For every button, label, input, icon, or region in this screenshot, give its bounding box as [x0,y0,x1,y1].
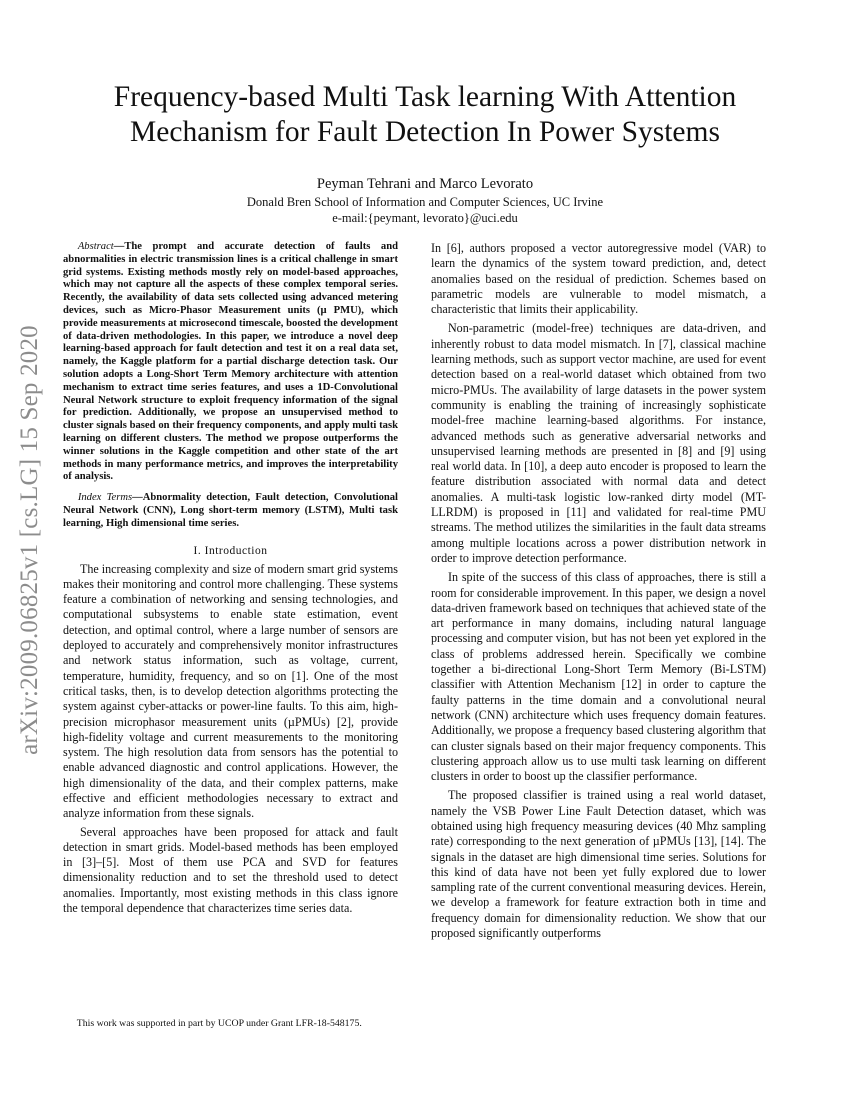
intro-paragraph: The increasing complexity and size of modern smart grid systems makes their monitoring and control more challenging. These systems feature a combination of networking and sensing technologies, and computational subsystems to enable state estimation, event detection, and optimal control, where a large number of sensors are deployed to accurately and comprehensively monitor infrastructures and network status information, such as voltage, current, temperature, humidity, frequency, and so on [1]. One of the most critical tasks, then, is to develop detection algorithms protecting the system against cyber-attacks or power-line faults. To this aim, high-precision microphasor measurement units (µPMUs) [2], provide high-fidelity voltage and current measurements to the monitoring system. The high resolution data from sensors has the potential to enable advanced diagnostic and control applications. However, the high dimensionality of the data, and their complex patterns, make effective and efficient methodologies necessary to extract and analyze information from these signals. [63,561,398,821]
title-line-2: Mechanism for Fault Detection In Power Systems [130,116,720,148]
body-paragraph: The proposed classifier is trained using a real world dataset, namely the VSB Power Line Fault Detection dataset, which was obtained using high frequency measuring devices (40 Mhz sampling rate) corresponding to the next generation of µPMUs [13], [14]. The signals in the dataset are high dimensional time series. Solutions for this kind of data have not been yet fully explored due to lower sampling rate of the current conventional measuring devices. Herein, we develop a framework for feature extraction both in time and frequency domain for dimensionality reduction. We show that our proposed significantly outperforms [431,788,766,941]
index-terms [63,492,398,530]
body-paragraph: In spite of the success of this class of approaches, there is still a room for considerable improvement. In this paper, we design a novel data-driven framework based on techniques that achieved state of the art performance in many domains, including natural language processing and computer vision, but has not been yet explored in the class of problems addressed herein. Specifically we combine together a bi-directional Long-Short Term Memory (Bi-LSTM) classifier with Attention Mechanism [12] in order to capture the faulty patterns in the time domain and a convolutional neural network (CNN) architecture which uses frequency domain features. Additionally, we propose a frequency based clustering algorithm that can cluster signals based on their major frequency components. This clustering approach allow us to use multi task learning on different clusters in order to boost up the classifier performance. [431,570,766,784]
paper-title [40,80,810,150]
index-terms-text: —Abnormality detection, Fault detection, Convolutional Neural Network (CNN), Long short-term memory (LSTM), Multi task learning, High dimensional time series. [63,492,398,529]
affiliation: Donald Bren School of Information and Computer Sciences, UC Irvine [246,195,604,209]
funding-footnote: This work was supported in part by UCOP under Grant LFR-18-548175. [76,1018,362,1029]
section-heading-introduction: I. Introduction [193,544,268,557]
right-column [431,241,766,945]
body-paragraph: In [6], authors proposed a vector autoregressive model (VAR) to learn the dynamics of the system toward prediction, and, detect anomalies based on the residual of prediction. Schemes based on parametric models are vulnerable to model mismatch, a characteristic that limits their applicability. [431,241,766,317]
email: e-mail:{peymant, levorato}@uci.edu [332,211,518,225]
abstract [63,241,398,484]
arxiv-identifier: arXiv:2009.06825v1 [cs.LG] 15 Sep 2020 [16,325,43,755]
body-paragraph: Non-parametric (model-free) techniques are data-driven, and inherently robust to data model mismatch. In [7], classical machine learning methods, such as support vector machine, are used for event detection based on a real-world dataset which obtained from two micro-PMUs. The availability of large datasets in the power system community is enabling the training of increasingly sophisticate model-free machine learning-based algorithms. For instance, advanced methods such as generative adversarial networks and unsupervised learning methods are presented in [8] and [9] using real world data. In [10], a deep auto encoder is proposed to learn the feature distribution associated with normal data and detect anomalies. A multi-task logistic low-ranked dirty model (MT-LLRDM) is proposed in [11] and validated for real-time PMU streams. The method utilizes the similarities in the fault data streams among multiple locations across a power distribution network in order to improve detection performance. [431,321,766,565]
title-line-1: Frequency-based Multi Task learning With Attention [113,81,737,113]
abstract-text: —The prompt and accurate detection of faults and abnormalities in electric transmission lines is a critical challenge in smart grid systems. Existing methods mostly rely on model-based approaches, which may not capture all the aspects of these complex temporal series. Recently, the availability of data sets collected using advanced metering devices, such as Micro-Phasor Measurement units (µ PMU), which provide measurements at microsecond timescale, boosted the development of data-driven methodologies. In this paper, we introduce a novel deep learning-based approach for fault detection and test it on a real data set, namely, the Kaggle platform for a partial discharge detection task. Our solution adopts a Long-Short Term Memory architecture with attention mechanism to extract time series features, and uses a 1D-Convolutional Neural Network structure to exploit frequency information of the signal for prediction. Additionally, we propose an unsupervised method to cluster signals based on their frequency components, and apply multi task learning on different clusters. The method we propose outperforms the winner solutions in the Kaggle competition and other state of the art methods in many performance metrics, and improves the interpretability of analysis. [63,241,398,483]
index-terms-lead: Index Terms [77,492,133,504]
authors: Peyman Tehrani and Marco Levorato [316,176,534,192]
abstract-lead: Abstract [77,241,114,252]
arxiv-side-stamp [2,230,58,850]
left-column [63,241,398,919]
intro-paragraph: Several approaches have been proposed for attack and fault detection in smart grids. Model-based methods has been employed in [3]–[5]. Most of them use PCA and SVD for features dimensionality reduction and to set the threshold used to detect anomalies. Importantly, most existing methods in this class ignore the temporal dependence that characterizes time series data. [63,824,398,916]
